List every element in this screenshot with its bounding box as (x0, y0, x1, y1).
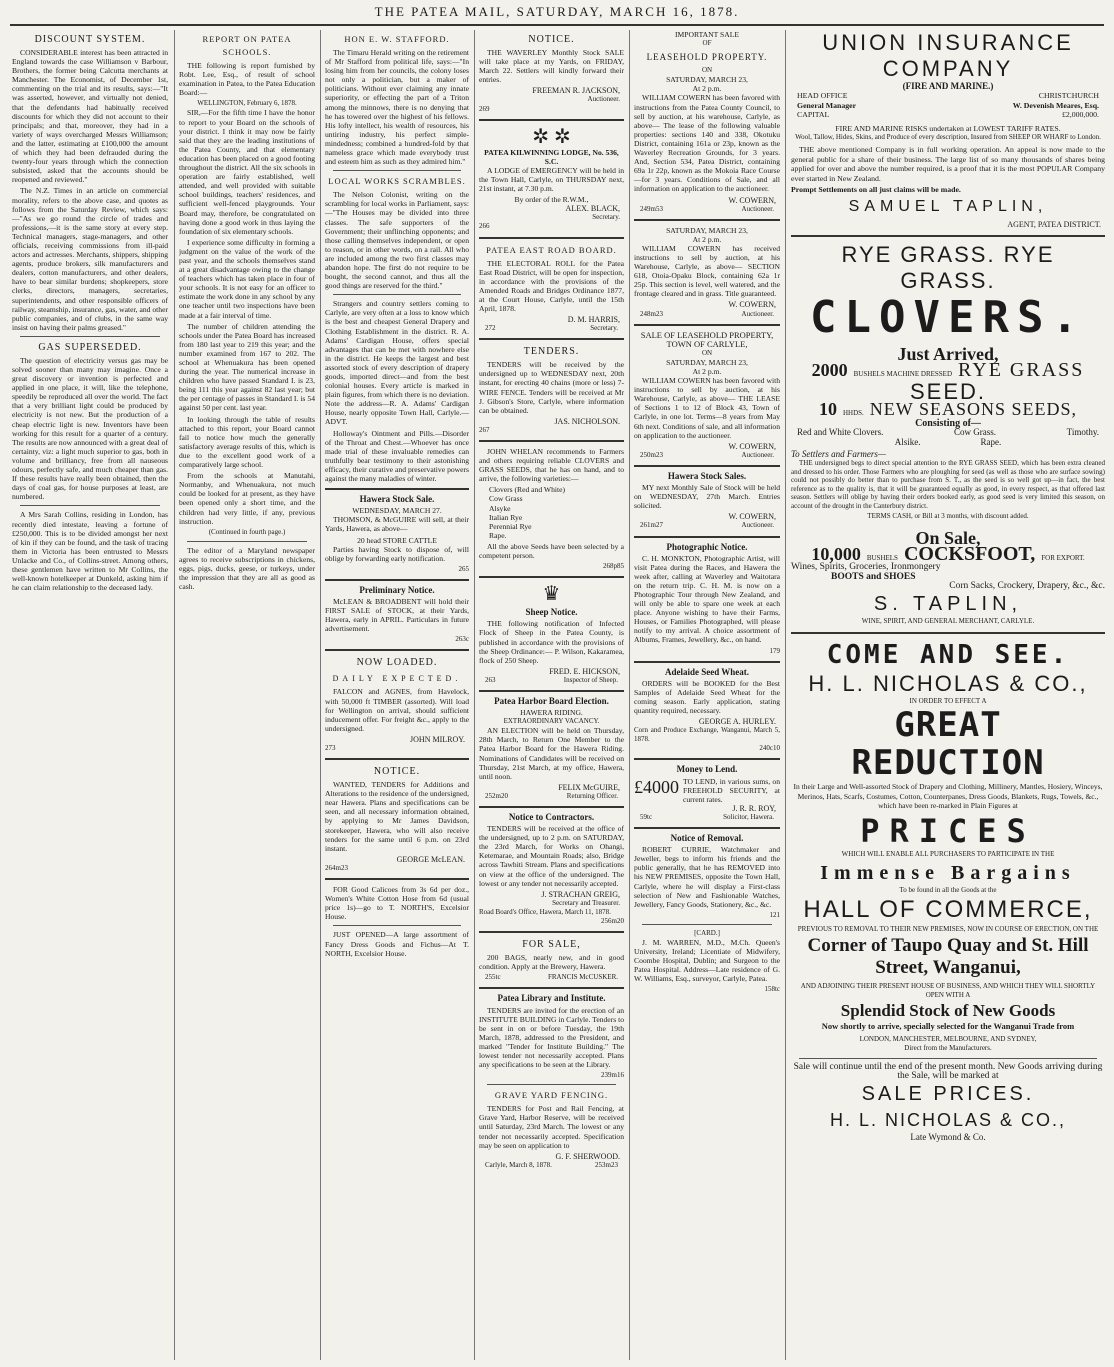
ad-number: 252m20 (485, 791, 508, 800)
ad-body: TENDERS for Post and Rail Fencing, at Grave Yard, Harbor Reserve, will be received until Saturday, 23rd March. The lowest or any tender not necessarily accepted. Specification may be seen on application to (479, 1104, 624, 1150)
ad-title: NEW SEASONS SEEDS, (869, 399, 1077, 420)
ad-subheading: EXTRAORDINARY VACANCY. (503, 717, 600, 726)
ad-body: WILLIAM COWERN has been favored with instructions from the Patea County Council, to sell by auction, at his warehouse, Carlyle, as above— The lease of the following valuable properties: sections 140 and 338, Okotuku District, containing 161a or 23p, known as the Waverley Recreation Grounds, for 3 years. And, Section 534, Patea District, containing 69a 1r 22p, known as the Mokoia Race Course—for 3 years. Conditions of Sale, and all information on application to the auctioneer. (634, 93, 780, 194)
ad-heading: IMPORTANT SALE (675, 30, 739, 39)
list-item: Red and White Clovers. (797, 427, 884, 438)
ad-body: 200 BAGS, nearly new, and in good condition. Apply at the Brewery, Hawera. (479, 953, 624, 972)
ad-title: COCKSFOOT, (903, 542, 1036, 565)
ad-text: ON (701, 66, 713, 75)
ad-signature: D. M. HARRIS, (567, 315, 620, 325)
divider (325, 878, 469, 880)
divider (634, 661, 780, 663)
ad-number: 265 (458, 564, 469, 573)
ad-number: 269 (479, 104, 490, 113)
ad-number: 121 (769, 910, 780, 919)
list-item: Italian Rye (489, 512, 523, 522)
ad-number: 267 (479, 425, 490, 434)
article-paragraph: Strangers and country settlers coming to Carlyle, are very often at a loss to know which is the best and cheapest General Drapery and Clothing Establishment in the district. R. A. Adams' Cardigan House, offers special advantages that can be met with nowhere else in the district. He keeps the largest and best assorted stock of every description of drapery goods, imported direct—and from the best colonial houses. Every article is marked in plain figures, from which there is no deviation. Note the address—R. A. Adams' Cardigan House, nearly opposite Town Hall, Carlyle.—ADVT. (325, 299, 469, 427)
ad-title: COME AND SEE. (826, 639, 1070, 670)
ad-number-large: 2000 (811, 359, 848, 380)
royal-crest-icon: ♛ (542, 583, 561, 606)
ad-role: Inspector of Sheep. (563, 675, 618, 684)
ad-number: 249m53 (640, 204, 663, 213)
list-item: Clovers (Red and White) (489, 485, 565, 495)
ad-date: SATURDAY, MARCH 23, (666, 75, 748, 85)
divider (187, 541, 307, 542)
ad-signature: J. R. R. ROY, (732, 803, 776, 813)
article-paragraph: SIR,—For the fifth time I have the honor to report to your Board on the schools of your district. I think it may now be fairly said that they are the leading institutions of the Patea County, and that elementary education has been placed on a good footing throughout the district. All the six schools in operation are fairly established, well attended, and well provided with suitable school buildings, teachers' residences, and sufficient well-fenced playgrounds. Your Board may, therefore, be congratulated on having done a good work in thus laying the foundation of six elementary schools. (179, 108, 315, 236)
ad-text: Now shortly to arrive, specially selected for the Wanganui Trade from (821, 1021, 1075, 1032)
ad-heading: Hawera Stock Sales. (667, 470, 747, 481)
divider (479, 576, 624, 578)
divider (325, 488, 469, 490)
ad-row (791, 110, 1105, 119)
ad-role: AGENT, PATEA DISTRICT. (1007, 220, 1101, 230)
ad-text: Prompt Settlements on all just claims will be made. (791, 185, 961, 195)
ad-byline: By order of the R.W.M., (514, 195, 589, 205)
ad-heading: Hawera Stock Sale. (359, 494, 435, 505)
divider (479, 931, 624, 933)
ad-value: £2,000,000. (1061, 110, 1099, 120)
ad-number: 253m23 (595, 1160, 618, 1169)
masthead: THE PATEA MAIL, SATURDAY, MARCH 16, 1878. (374, 4, 740, 19)
ad-title: PRICES (860, 812, 1036, 851)
ad-heading: Photographic Notice. (666, 541, 748, 552)
ad-signature: J. STRACHAN GREIG, (541, 889, 620, 899)
ad-heading: LEASEHOLD PROPERTY. (646, 52, 768, 63)
divider (634, 465, 780, 467)
column-2 (179, 30, 315, 1360)
divider (479, 987, 624, 989)
ad-footer (479, 324, 624, 333)
list-item: Timothy. (1066, 427, 1099, 438)
ad-body: AN ELECTION will be held on Thursday, 28th March, to Return One Member to the Patea Harbor Board for the Hawera Riding. Nominations of Candidates will be received on Thursday, 21st March, at my office, Hawera, until noon. (479, 726, 624, 781)
ad-number: 248m23 (640, 309, 663, 318)
ad-body: WILLIAM COWERN has been favored with instructions to sell by auction, at his Warehouse, Carlyle, as above— THE LEASE of Sections 1 to 12 of Block 43, Town of Carlyle, in one lot. Terms—8 years from May 6th next. Conditions of sale, and all information on application to the auctioneer. (634, 376, 780, 440)
ad-role: Solicitor, Hawera. (723, 812, 774, 821)
ad-title: Splendid Stock of New Goods (840, 1001, 1056, 1021)
ad-role: WINE, SPIRIT, AND GENERAL MERCHANT, CARLYLE. (861, 617, 1035, 626)
ad-number: 240c10 (759, 744, 780, 753)
divider (634, 758, 780, 760)
ad-body: THE above mentioned Company is in full working operation. An appeal is now made to the general public for a share of their business. The large list of so many thousands of shares being applied for over and above the number required, is a proof that it is the most POPULAR Company ever started in New Zealand. (791, 145, 1105, 183)
article-paragraph: From the schools at Manutahi, Normanby, and Whenuakura, not much could be looked for at present, as they have been opened only a short time, and the children had very little, if any, previous instruction. (179, 471, 315, 526)
ad-body: WANTED, TENDERS for Additions and Alterations to the residence of the undersigned, near Hawera. Plans and specifications can be seen, and all necessary information obtained, by applying to Mr James Davidson, storekeeper, Hawera, who will also receive tenders for the same until 6 p.m. on 23rd instant. (325, 780, 469, 853)
article-paragraph: CONSIDERABLE interest has been attracted in England towards the case Williamson v Barbour, Brothers, the former being Calcutta merchants at Manchester. The Economist, of December 1st, commenting on the trial and its results, says:—"It was asserted, however, and virtually not denied, that the defendants had habitually received discounts for which they did not account to their principals; and that, moreover, they had in a variety of ways overcharged Messrs Williamson; and the latter, estimating at £100,000 the amount of which they had been defrauded during the twenty-four years through which the connection subsisted, asked that the accounts should be reopened and reviewed." (12, 48, 168, 185)
ad-row (791, 358, 1105, 381)
ad-time: At 2 p.m. (692, 367, 722, 376)
ad-text: TERMS CASH, or Bill at 3 months, with discount added. (867, 512, 1029, 521)
ad-title: CLOVERS. (810, 291, 1086, 343)
ad-body: J. M. WARREN, M.D., M.Ch. Queen's University, Ireland; Licentiate of Midwifery, Coombe Hospital, Dublin; and Surgeon to the Patea Hospital. Address—Late residence of G. W. Williams, Esq., surveyor, Carlyle, Patea. (634, 937, 780, 984)
ad-signature: W. COWERN, (728, 512, 776, 522)
ad-title: Immense Bargains (820, 861, 1076, 884)
ad-text: Corn Sacks, Crockery, Drapery, &c., &c. (949, 580, 1105, 591)
ad-role: Auctioneer. (741, 204, 774, 213)
article-paragraph: The Timaru Herald writing on the retirement of Mr Stafford from political life, says:—"In losing him from her councils, the colony loses not only a politician, but a maker of politicians. Without ever claiming any innate superiority, or effecting the part of a Triton among the minnows, there is no denying that he has towered over the highest of his fellows. His lofty intellect, his wealth of resources, his untiring industry, his perfect simple-mindedness; combined a hundred-fold by that nameless grace which made everybody trust and esteem him as such as they admired him." (325, 48, 469, 167)
column-rule (629, 30, 630, 1360)
ad-heading: FOR SALE, (522, 939, 581, 951)
ad-number: 59tc (640, 812, 653, 821)
ad-signature: JOHN MILROY. (410, 734, 465, 744)
ad-body: McLEAN & BROADBENT will hold their FIRST SALE of STOCK, at their Yards, Hawera, early in APRIL. Particulars in future advertisement. (325, 596, 469, 634)
divider (791, 235, 1105, 237)
ad-time: At 2 p.m. (692, 234, 722, 244)
ad-signature: ALEX. BLACK, (565, 204, 620, 214)
ad-title: HALL OF COMMERCE, (803, 896, 1093, 924)
column-rule (785, 30, 786, 1360)
loan-ad (634, 777, 780, 804)
divider (479, 119, 624, 121)
ad-body: THE undersigned begs to direct special attention to the RYE GRASS SEED, which has been extra cleaned and dressed to his order. Those Farmers who are ploughing for seed (as well as those who are surface sowing) could not possibly do better than to purchase from S. T., as the seed is so well got up—in fact, the best reference as to the quality is, that it will be guaranteed equally as good, in every respect, as that offered last season. Settlers will oblige by having their orders booked early, as good seed is very limited this season, on account of the drought in the Canterbury district. (791, 459, 1105, 510)
ad-text: HHDS. (842, 409, 864, 418)
ad-merchant: H. L. NICHOLAS & CO., (808, 670, 1088, 696)
ad-footer (634, 451, 780, 460)
ad-number: 263 (485, 675, 496, 684)
ad-role: Auctioneer. (741, 521, 774, 530)
ad-heading: Adelaide Seed Wheat. (664, 666, 750, 677)
divider (634, 536, 780, 538)
article-paragraph: Holloway's Ointment and Pills.—Disorder of the Throat and Chest.—Whoever has once made trial of these invaluable remedies can truthfully bear testimony to their astonishing efficacy, their curative and preservative powers against the many maladies of winter. (325, 428, 469, 484)
divider (799, 1058, 1097, 1059)
ad-date: WEDNESDAY, MARCH 27. (352, 506, 442, 516)
ad-footer (634, 310, 780, 319)
ad-body: ORDERS will be BOOKED for the Best Samples of Adelaide Seed Wheat for the coming season. Early application, stating quantity required, necessary. (634, 678, 780, 715)
ad-title: On Sale, (915, 527, 981, 548)
divider (791, 632, 1105, 634)
list-item: Cow Grass. (953, 427, 996, 438)
article-paragraph: In looking through the table of results attached to this report, your Board cannot fail to notice how much the generally satisfactory average results of this, which is due to the excellent good work of a comparatively large school. (179, 414, 315, 470)
ad-address: Road Board's Office, Hawera, March 11, 1878. (479, 907, 611, 916)
ad-body: MY next Monthly Sale of Stock will be held on WEDNESDAY, 27th March. Entries solicited. (634, 483, 780, 511)
masthead-rule (10, 24, 1104, 26)
ad-body: A LODGE of EMERGENCY will be held in the Town Hall, Carlyle, on THURSDAY next, 21st instant, at 7.30 p.m. (479, 165, 624, 194)
ad-heading: PATEA KILWINNING LODGE, No. 536, S.C. (484, 147, 619, 166)
ad-item: 20 head STORE CATTLE (357, 535, 437, 545)
ad-signature: W. COWERN, (728, 441, 776, 451)
article-paragraph: I experience some difficulty in forming a judgment on the value of the work of the past year, and the schools themselves stand at a great disadvantage owing to the change of teachers which has taken place in four of your schools. It is not easy for an officer to estimate the work done in any school by any one teacher until two inspections have been made at a fair interval of time. (179, 237, 315, 320)
ad-number: 272 (485, 324, 496, 333)
divider (325, 649, 469, 651)
ad-signature: FREEMAN R. JACKSON, (532, 86, 620, 96)
ad-role: Auctioneer. (741, 450, 774, 459)
ad-text: Wool, Tallow, Hides, Skins, and Produce of every description, Insured from SHEEP OR WHARF to London. (795, 133, 1101, 142)
ad-address: Carlyle, March 8, 1878. (485, 1160, 552, 1169)
ad-footer (479, 792, 624, 801)
ad-date: SATURDAY, MARCH 23, (666, 357, 748, 367)
ad-body: THE following notification of Infected Flock of Sheep in the Patea County, is published in accordance with the provisions of the Sheep Ordinance:— P. Wilson, Kakaramea, flock of 250 Sheep. (479, 619, 624, 665)
ad-signature: JAS. NICHOLSON. (554, 416, 620, 426)
ad-text: BUSHELS MACHINE DRESSED (853, 369, 953, 378)
ad-merchant: H. L. NICHOLAS & CO., (829, 1110, 1067, 1131)
ad-body: THOMSON, & McGUIRE will sell, at their Yards, Hawera, as above— (325, 515, 469, 534)
ad-value: CHRISTCHURCH (1038, 91, 1099, 101)
article-title: HON E. W. STAFFORD. (344, 34, 450, 44)
ad-text: PREVIOUS TO REMOVAL TO THEIR NEW PREMISES, NOW IN COURSE OF ERECTION, ON THE (797, 925, 1099, 934)
ad-signature: FRANCIS McCUSKER. (547, 973, 618, 982)
ad-text: FIRE AND MARINE RISKS undertaken at LOWEST TARIFF RATES. (835, 123, 1061, 133)
ad-number: 255tc (485, 973, 501, 982)
ad-label: General Manager (797, 100, 857, 110)
ad-number-large: 10,000 (811, 543, 861, 564)
ad-row (791, 542, 1105, 565)
ad-label: CAPITAL (797, 110, 830, 120)
list-item: Rape. (489, 530, 507, 540)
ad-number: 266 (479, 222, 490, 231)
ad-number: 273 (325, 744, 336, 752)
ad-subheading: DAILY EXPECTED. (332, 674, 462, 684)
ad-title: SEED. (909, 379, 987, 405)
ad-number: 261m27 (640, 521, 663, 530)
divider (479, 237, 624, 239)
ad-row (791, 101, 1105, 110)
ad-footer (479, 676, 624, 685)
loan-amount: £4000 (634, 776, 679, 797)
ad-heading: Patea Harbor Board Election. (494, 695, 609, 706)
ad-body: TENDERS are invited for the erection of an INSTITUTE BUILDING in Carlyle. Tenders to be sent in on or before Tuesday, the 19th March, 1878, addressed to the President, and marked "Tender for Institute Building." The lowest tender not necessarily accepted. Plans any specifications to be seen at the Library. (479, 1005, 624, 1070)
article-paragraph: The Nelson Colonist, writing on the scrambling for local works in Parliament, says:—"The Houses may be divided into three classes. The safe supporters of the Government; their unflinching opponents; and those calling themselves independent, or open to reason, or in other words, on a rail. All who are included among the two first classes may abandon hope. The first do not require to be bought, the second cannot, and thus all the good things are reserved for the third." (325, 190, 469, 291)
divider (634, 324, 780, 326)
ad-heading: Notice to Contractors. (508, 812, 595, 822)
ad-body: TENDERS will be received at the office of the undersigned, up to 2 p.m. on SATURDAY, the 23rd March, for Works on Ohangi, Ketemarae, and Mountain Roads; also, Bridge across Tawhiti Stream. Plans and specifications on view at the office of the undersigned. The lowest or any tender not necessarily accepted. (479, 824, 624, 888)
ad-label: HEAD OFFICE (797, 91, 848, 101)
ad-footer (479, 973, 624, 982)
ad-heading: NOW LOADED. (356, 657, 438, 669)
seed-list (489, 485, 624, 540)
divider (333, 925, 461, 926)
column-rule (174, 30, 175, 1360)
ad-number: 264m23 (325, 863, 348, 872)
article-title: DISCOUNT SYSTEM. (34, 34, 146, 45)
ad-heading: Sheep Notice. (525, 607, 578, 618)
ad-heading: Notice of Removal. (670, 833, 744, 844)
ad-text: IN ORDER TO EFFECT A (909, 696, 987, 705)
ad-body: JOHN WHELAN recommends to Farmers and others requiring reliable CLOVERS and GRASS SEEDS, that he has on hand, and to arrive, the following varieties:— (479, 447, 624, 484)
divider (325, 579, 469, 581)
ad-date: SATURDAY, MARCH 23, (666, 225, 748, 235)
column-6 (791, 30, 1105, 1360)
ad-body: In their Large and Well-assorted Stock of Drapery and Clothing, Millinery, Mantles, Hosiery, Winceys, Merinos, Hats, Scarfs, Costumes, Cotton, Counterpanes, Dress Goods, Blankets, Rugs, Towels, &c., which have been re-marked in Plain Figures at (793, 782, 1103, 810)
column-rule (474, 30, 475, 1360)
ad-number: 239m16 (601, 1071, 624, 1080)
ad-title: RYE GRASS (958, 358, 1085, 381)
ad-subtitle: (FIRE AND MARINE.) (902, 81, 994, 91)
ad-title: RYE GRASS. RYE GRASS. (841, 241, 1055, 293)
column-rule (320, 30, 321, 1360)
article-paragraph: A Mrs Sarah Collins, residing in London, has recently died intestate, leaving a fortune of £250,000. This is to be divided amongst her next of kin if they can be found, and the task of tracing them in Victoria has been entrusted to Messrs Unlacke and Co., of Collins-street. Among others, these gentlemen have written to Mr Collins, the well-known hotelkeeper at Dunkeld, asking him if he can claim relationship to the deceased lady. (12, 510, 168, 593)
ad-text: BOOTS and SHOES (831, 571, 916, 582)
list-item: Alsyke (489, 503, 511, 513)
divider (479, 440, 624, 442)
ad-number: 250m23 (640, 450, 663, 459)
ad-role: Secretary and Treasurer. (552, 898, 620, 907)
ad-body: FOR Good Calicoes from 3s 6d per doz., Women's White Cotton Hose from 6d (usual price 1s)—go to T. NORTH'S, Excelsior House. (325, 885, 469, 922)
ad-heading: NOTICE. (528, 34, 575, 45)
ad-number: 179 (769, 646, 780, 655)
seed-row (791, 438, 1105, 447)
ad-signature: GEORGE McLEAN. (396, 854, 465, 864)
masonic-emblem-icon: ✲ ✲ (532, 125, 571, 148)
ad-signature: FELIX McGUIRE, (558, 782, 620, 792)
article-paragraph: The N.Z. Times in an article on commercial morality, refers to the above case, and quotes as follows from the Saturday Review, which says:—"As we go round the circle of trades and professions,—it is the same story at every step. Technical managers, stage-managers, and other officials, receiving commissions from ill-paid actors and actresses. Merchants, shippers, shipping agents, produce brokers, silk manufacturers and dealers, cotton manufacturers, and other dealers, have to bear similar burdens; shopkeepers, store clerks, directors, managers, secretaries, superintendents, and other responsible officers of railway, steamship, insurance, gas, water, and other public companies, and of clubs, in the same way insist on having their palms greased." (12, 186, 168, 332)
ad-role: Auctioneer. (741, 309, 774, 318)
ad-subtitle: To Settlers and Farmers— (791, 448, 886, 459)
ad-heading: [CARD.] (694, 928, 720, 937)
ad-text: WHICH WILL ENABLE ALL PURCHASERS TO PARTICIPATE IN THE (841, 850, 1055, 859)
ad-text: FOR EXPORT. (1041, 553, 1085, 562)
divider (479, 338, 624, 340)
ad-body: THE ELECTORAL ROLL for the Patea East Road District, will be open for inspection, in accordance with the provisions of the Amended Roads and Bridges Ordinance 1877, at the Court House, Carlyle, until the 15th April, 1878. (479, 258, 624, 313)
article-title: GAS SUPERSEDED. (38, 341, 142, 353)
ad-number: 158tc (764, 985, 780, 994)
ad-title: SALE PRICES. (861, 1083, 1035, 1106)
divider (642, 924, 772, 925)
list-item: Perennial Rye (489, 521, 532, 531)
divider (487, 1084, 616, 1085)
ad-body: THE WAVERLEY Monthly Stock SALE will take place at my Yards, on FRIDAY, March 22. Settlers will kindly forward their entries. (479, 48, 624, 85)
ad-number: 263c (455, 635, 469, 644)
ad-role: Secretary. (590, 324, 618, 333)
article-title: LOCAL WORKS SCRAMBLES. (328, 176, 466, 187)
ad-text: ON (701, 348, 713, 357)
ad-role: Returning Officer. (566, 791, 618, 800)
ad-role: Auctioneer. (587, 95, 620, 104)
ad-body: All the above Seeds have been selected by a competent person. (479, 541, 624, 561)
article-paragraph: The question of electricity versus gas may be solved sooner than many may imagine. Once a great discovery or invention is perfected and applied in one place, it will, like the telephone, speedily be reproduced all over the world. The fact that a very brilliant light could be produced by electricity is not new. But the production of a cheap electric light is new. Inventors have been working for this result for a quarter of a century. The results are now announced with a great deal of certainty, viz: a light much superior to gas, both in volume and brilliancy, free from all nauseous odours, perfectly safe, and much cheaper than gas. If these results have really been obtained, then the days of coal gas, for house purposes at least, are numbered. (12, 355, 168, 502)
list-item: Cow Grass (489, 494, 523, 504)
column-1 (12, 30, 168, 1360)
divider (325, 758, 469, 760)
ad-title: GREAT REDUCTION (851, 705, 1045, 784)
ad-heading: TENDERS. (523, 346, 580, 358)
ad-merchant: S. TAPLIN, (873, 593, 1023, 616)
ad-text: Late Wymond & Co. (910, 1132, 986, 1143)
ad-heading: NOTICE. (373, 766, 421, 778)
divider (634, 827, 780, 829)
ad-text: OF (702, 39, 712, 48)
ad-body: Parties having Stock to dispose of, will oblige by forwarding early notification. (325, 544, 469, 563)
column-5 (634, 30, 780, 1360)
ad-body: JUST OPENED—A large assortment of Fancy Dress Goods and Fichus—At T. NORTH, Excelsior House. (325, 930, 469, 958)
ad-body: WILLIAM COWERN has received instructions to sell by auction, at his Warehouse, Carlyle, as above— SECTION 618, Otoia-Opaku Block, containing 62a 1r 25p. This section is level, well watered, and the frontage cleared and in grass. Title guaranteed. (634, 243, 780, 299)
ad-row (791, 91, 1105, 100)
article-paragraph: The number of children attending the schools under the Patea Board has increased from 180 last year to 219 this year; and the number examined from 167 to 202. The school at Whenuakura has been opened during the year. The numerical increase in children who have passed Standard I. is 23, being 111 this year against 82 last year; but the per centage of passes in Standard I. is 54 against 50 per cent. last year. (179, 321, 315, 413)
ad-heading: PATEA EAST ROAD BOARD. (486, 244, 617, 255)
ad-role: Secretary. (592, 213, 620, 222)
divider (20, 505, 160, 506)
ad-title: UNION INSURANCE COMPANY (822, 30, 1074, 81)
ad-footer (634, 205, 780, 214)
ad-heading: Money to Lend. (676, 764, 738, 775)
ad-signature: GEORGE A. HURLEY. (698, 717, 776, 727)
ad-row (791, 399, 1105, 420)
ad-heading: Patea Library and Institute. (497, 993, 606, 1004)
ad-text: Direct from the Manufacturers. (904, 1044, 992, 1053)
ad-body: TO LEND, in various sums, on FREEHOLD SECURITY, at current rates. (683, 776, 780, 804)
ad-heading: SALE OF LEASEHOLD PROPERTY, TOWN OF CARLYLE, (640, 329, 774, 349)
ad-number: 256m20 (601, 917, 624, 926)
article-dateline: WELLINGTON, February 6, 1878. (197, 99, 297, 108)
ad-text: To be found in all the Goods at the (899, 885, 997, 894)
ad-heading: GRAVE YARD FENCING. (494, 1090, 609, 1101)
divider (479, 690, 624, 692)
ad-time: At 2 p.m. (692, 84, 722, 94)
ad-subtitle: Consisting of— (915, 417, 981, 429)
article-intro: THE following is report furnished by Robt. Lee, Esq., of result of school examination in Patea, to the Patea Education Board:— (179, 61, 315, 98)
ad-title: Just Arrived, (897, 343, 999, 364)
divider (333, 294, 461, 295)
divider (333, 170, 461, 171)
column-4 (479, 30, 624, 1360)
list-item: Rape. (980, 436, 1002, 447)
divider (634, 219, 780, 221)
ad-body: ROBERT CURRIE, Watchmaker and Jeweller, begs to inform his friends and the public generally, that he has REMOVED into his NEW PREMISES, opposite the Town Hall, Carlyle, where he will display a First-class selection of New and Fashionable Watches, Jewellery, Fancy Goods, Stationery, &c., &c. (634, 845, 780, 909)
continued-note: (Continued in fourth page.) (208, 527, 286, 536)
list-item: Alsike. (894, 436, 921, 447)
ad-signature: G. F. SHERWOOD. (555, 1151, 620, 1161)
ad-footer (634, 813, 780, 822)
ad-value: W. Devenish Meares, Esq. (1012, 100, 1099, 110)
ad-text: Sale will continue until the end of the present month. New Goods arriving during the Sale, will be marked at (793, 1061, 1103, 1082)
ad-text: BUSHELS (866, 553, 898, 562)
ad-text: LONDON, MANCHESTER, MELBOURNE, AND SYDNEY, (859, 1034, 1037, 1043)
ad-body: FALCON and AGNES, from Havelock, with 50,000 ft TIMBER (assorted). Will load for Wellington on arrival, should sufficient inducement offer. For freight &c., apply to the undersigned. (325, 687, 469, 733)
ad-text: Wines, Spirits, Groceries, Ironmongery (791, 562, 941, 573)
ad-subheading: HAWERA RIDING. (520, 708, 583, 718)
ad-heading: Preliminary Notice. (359, 584, 435, 595)
ad-number: 268p85 (603, 562, 624, 571)
ad-title: Corner of Taupo Quay and St. Hill Street, Wanganui, (807, 934, 1089, 978)
ad-body: TENDERS will be received by the undersigned up to WEDNESDAY next, 20th instant, for erecting 40 chains (more or less) 7-WIRE FENCE. Tenders will be received at Mr J. Gibson's Store, Carlyle, where information can be obtained. (479, 360, 624, 415)
ad-signature: W. COWERN, (728, 195, 776, 205)
ad-number-large: 10 (818, 399, 837, 420)
seed-row (791, 428, 1105, 437)
ad-agent: SAMUEL TAPLIN, (848, 198, 1048, 216)
ad-text: AND ADJOINING THEIR PRESENT HOUSE OF BUSINESS, AND WHICH THEY WILL SHORTLY OPEN WITH A (800, 981, 1096, 999)
divider (20, 336, 160, 337)
divider (479, 806, 624, 808)
ad-body: C. H. MONKTON, Photographic Artist, will visit Patea during the Races, and Hawera the week after, calling at Waverley and Waitotara on the return trip. C. H. M. is now on a Photographic Tour through New Zealand, and will only be able to spare one week at each place. Anyone wishing to have their Farms, Houses, or Families Photographed, will please notify to my arrival. A choice assortment of Albums, Frames, Jewellery, &c., on hand. (634, 553, 780, 645)
ad-address: Corn and Produce Exchange, Wanganui, March 5, 1878. (634, 726, 780, 744)
ad-footer (634, 521, 780, 530)
ad-signature: W. COWERN, (728, 300, 776, 310)
column-3 (325, 30, 469, 1360)
ad-signature: FRED. E. HICKSON, (549, 666, 620, 676)
article-title: REPORT ON PATEA SCHOOLS. (202, 34, 292, 57)
article-paragraph: The editor of a Maryland newspaper agrees to receive subscriptions in chickens, eggs, pigs, ducks, geese, or turkeys, under the impression that they are all as good as cash. (179, 545, 315, 592)
ad-footer (479, 1161, 624, 1170)
